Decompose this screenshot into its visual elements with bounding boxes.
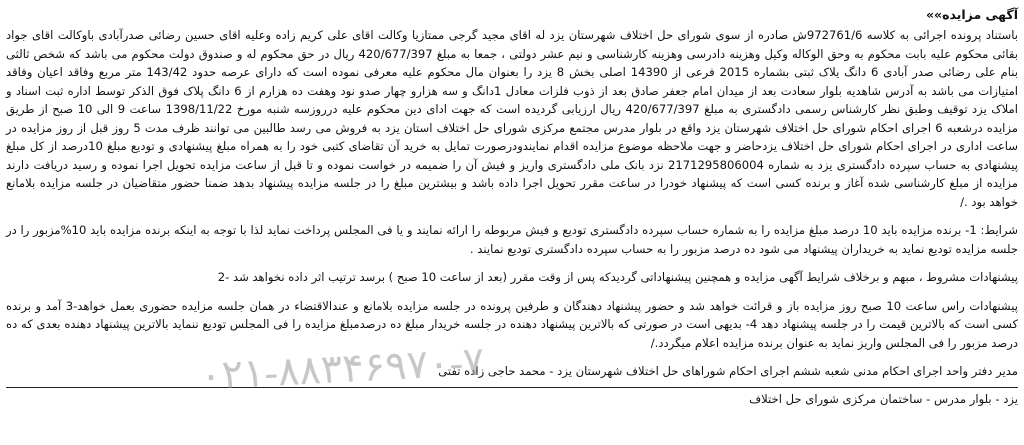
notice-condition-2: پیشنهادات مشروط ، مبهم و برخلاف شرایط آگهی مزایده و همچنین پیشنهاداتی گردیدکه پس از وقت مقرر (بعد از ساعت 10 صبح ) برسد ترتیب اثر داده نخواهد شد -2 xyxy=(217,270,1018,284)
notice-condition-3-4: پیشنهادات راس ساعت 10 صبح روز مزایده باز و قرائت خواهد شد و حضور پیشنهاد دهندگان و طرفین پرونده در جلسه مزایده بلامانع و عندالاقتضاء در همان جلسه مزایده حضوری بعمل خواهد-3 آمد و برنده کسی است که بالاترین قیمت را در جلسه پیشنهاد دهد 4- بدیهی است در صورتی که بالاترین پیشنهاد دهنده در جلسه خریدار مبلغ ده درصدمبلغ مزایده را فی المجلس تودیع ننماید بالاترین پیشنهاد دهنده بعدی که ده درصد مزبور را فی المجلس واریز نماید به عنوان برنده مزایده اعلام میگردد./ xyxy=(6,298,1018,350)
notice-conditions-paragraph: شرایط: 1- برنده مزایده باید 10 درصد مبلغ مزایده را به شماره حساب سپرده دادگستری تودیع و فیش مربوطه را ارائه نمایند و یا فی المجلس پرداخت نماید لذا با توجه به اینکه برنده مزایده باید 10%مزبور را در جلسه مزایده تودیع نماید به خریداران پیشنهاد می شود ده درصد مزبور را به حساب سپرده دادگستری تودیع نمایند . xyxy=(6,223,1019,256)
auction-notice xyxy=(6,4,1018,441)
notice-signature: مدیر دفتر واحد اجرای احکام مدنی شعبه ششم اجرای احکام شوراهای حل اختلاف شهرستان یزد - محمد حاجی زاده تفتی xyxy=(438,364,1018,378)
notice-title: آگهی مزایده»» xyxy=(925,7,1018,22)
notice-address: یزد - بلوار مدرس - ساختمان مرکزی شورای حل اختلاف xyxy=(6,387,1018,408)
notice-main-paragraph: باستناد پرونده اجرائی به کلاسه 972761/6ش صادره از سوی شورای حل اختلاف شهرستان یزد له اقای مجید گرجی ممتازیا وکالت اقای علی کریم زاده وعلیه اقای حسین رضائی صدرآبادی باوکالت اقای جواد بقائی محکوم علیه بابت محکوم به وحق الوکاله وکیل وهزینه دادرسی وهزینه کارشناسی و نیم عشر دولتی ، جمعا به مبلغ 420/677/397 ریال در حق محکوم له و صندوق دولت محکوم می باشد که شخص ثالثی بنام علی رضائی صدر آبادی 6 دانگ یلاک ثبتی بشماره 2015 فرعی از 14390 اصلی بخش 8 یزد را بعنوان مال محکوم علیه معرفی نموده است که دارای عرصه حدود 143/42 متر مربع وفاقد اعیان وفاقد امتیازات می باشد به آدرس شاهدیه بلوار سعادت بعد از میدان امام جعفر صادق بعد از ذوب فلزات معادل 1دانگ و سه هزارو چهار صدو نود وهفت ده هزارم از 6 دانگ پلاک فوق الذکر توسط اداره ثبت اسناد و املاک یزد توقیف وطبق نظر کارشناس رسمی دادگستری به مبلغ 420/677/397 ریال ارزیابی گردیده است که جهت ادای دین محکوم علیه درروزسه شنبه مورخ 1398/11/22 ساعت 9 الی 10 صبح از طریق مزایده درشعبه 6 اجرای احکام شورای حل اختلاف شهرستان یزد واقع در بلوار مدرس مجتمع مرکزی شورای حل اختلاف استان یزد به فروش می رسد طالبین می توانند ظرف مدت 5 روز قبل از روز مزایده در ساعت اداری در اجرای احکام شورای حل اختلاف یزدحاضر و جهت ملاحظه موضوع مزایده اقدام نمایندودرصورت تمایل به خرید آن تقاضای کتبی خود را به همراه مبلغ پیشنهادی و تودیع مبلغ 10درصد از کل مبلغ پیشنهادی به حساب سپرده دادگستری یزد به شماره 2171295806004 نزد بانک ملی دادگستری واریز و فیش آن را ضمیمه در خواست نموده و تا قبل از ساعت مزایده تحویل اجرا نموده و رسید دریافت دارند مزایده از مبلغ کارشناسی شده آغاز و برنده کسی است که پیشنهاد خودرا در ساعت مقرر تحویل اجرا داده باشد و بیشترین مبلغ را در جلسه مزایده پیشنهاد بدهد ضمنا حضور متقاضیان در جلسه مزایده بلامانع خواهد بود ./ xyxy=(6,28,1019,209)
phone-watermark: ۰۲۱-۸۸۳۴۶۹۷۰-۷ xyxy=(199,338,486,399)
